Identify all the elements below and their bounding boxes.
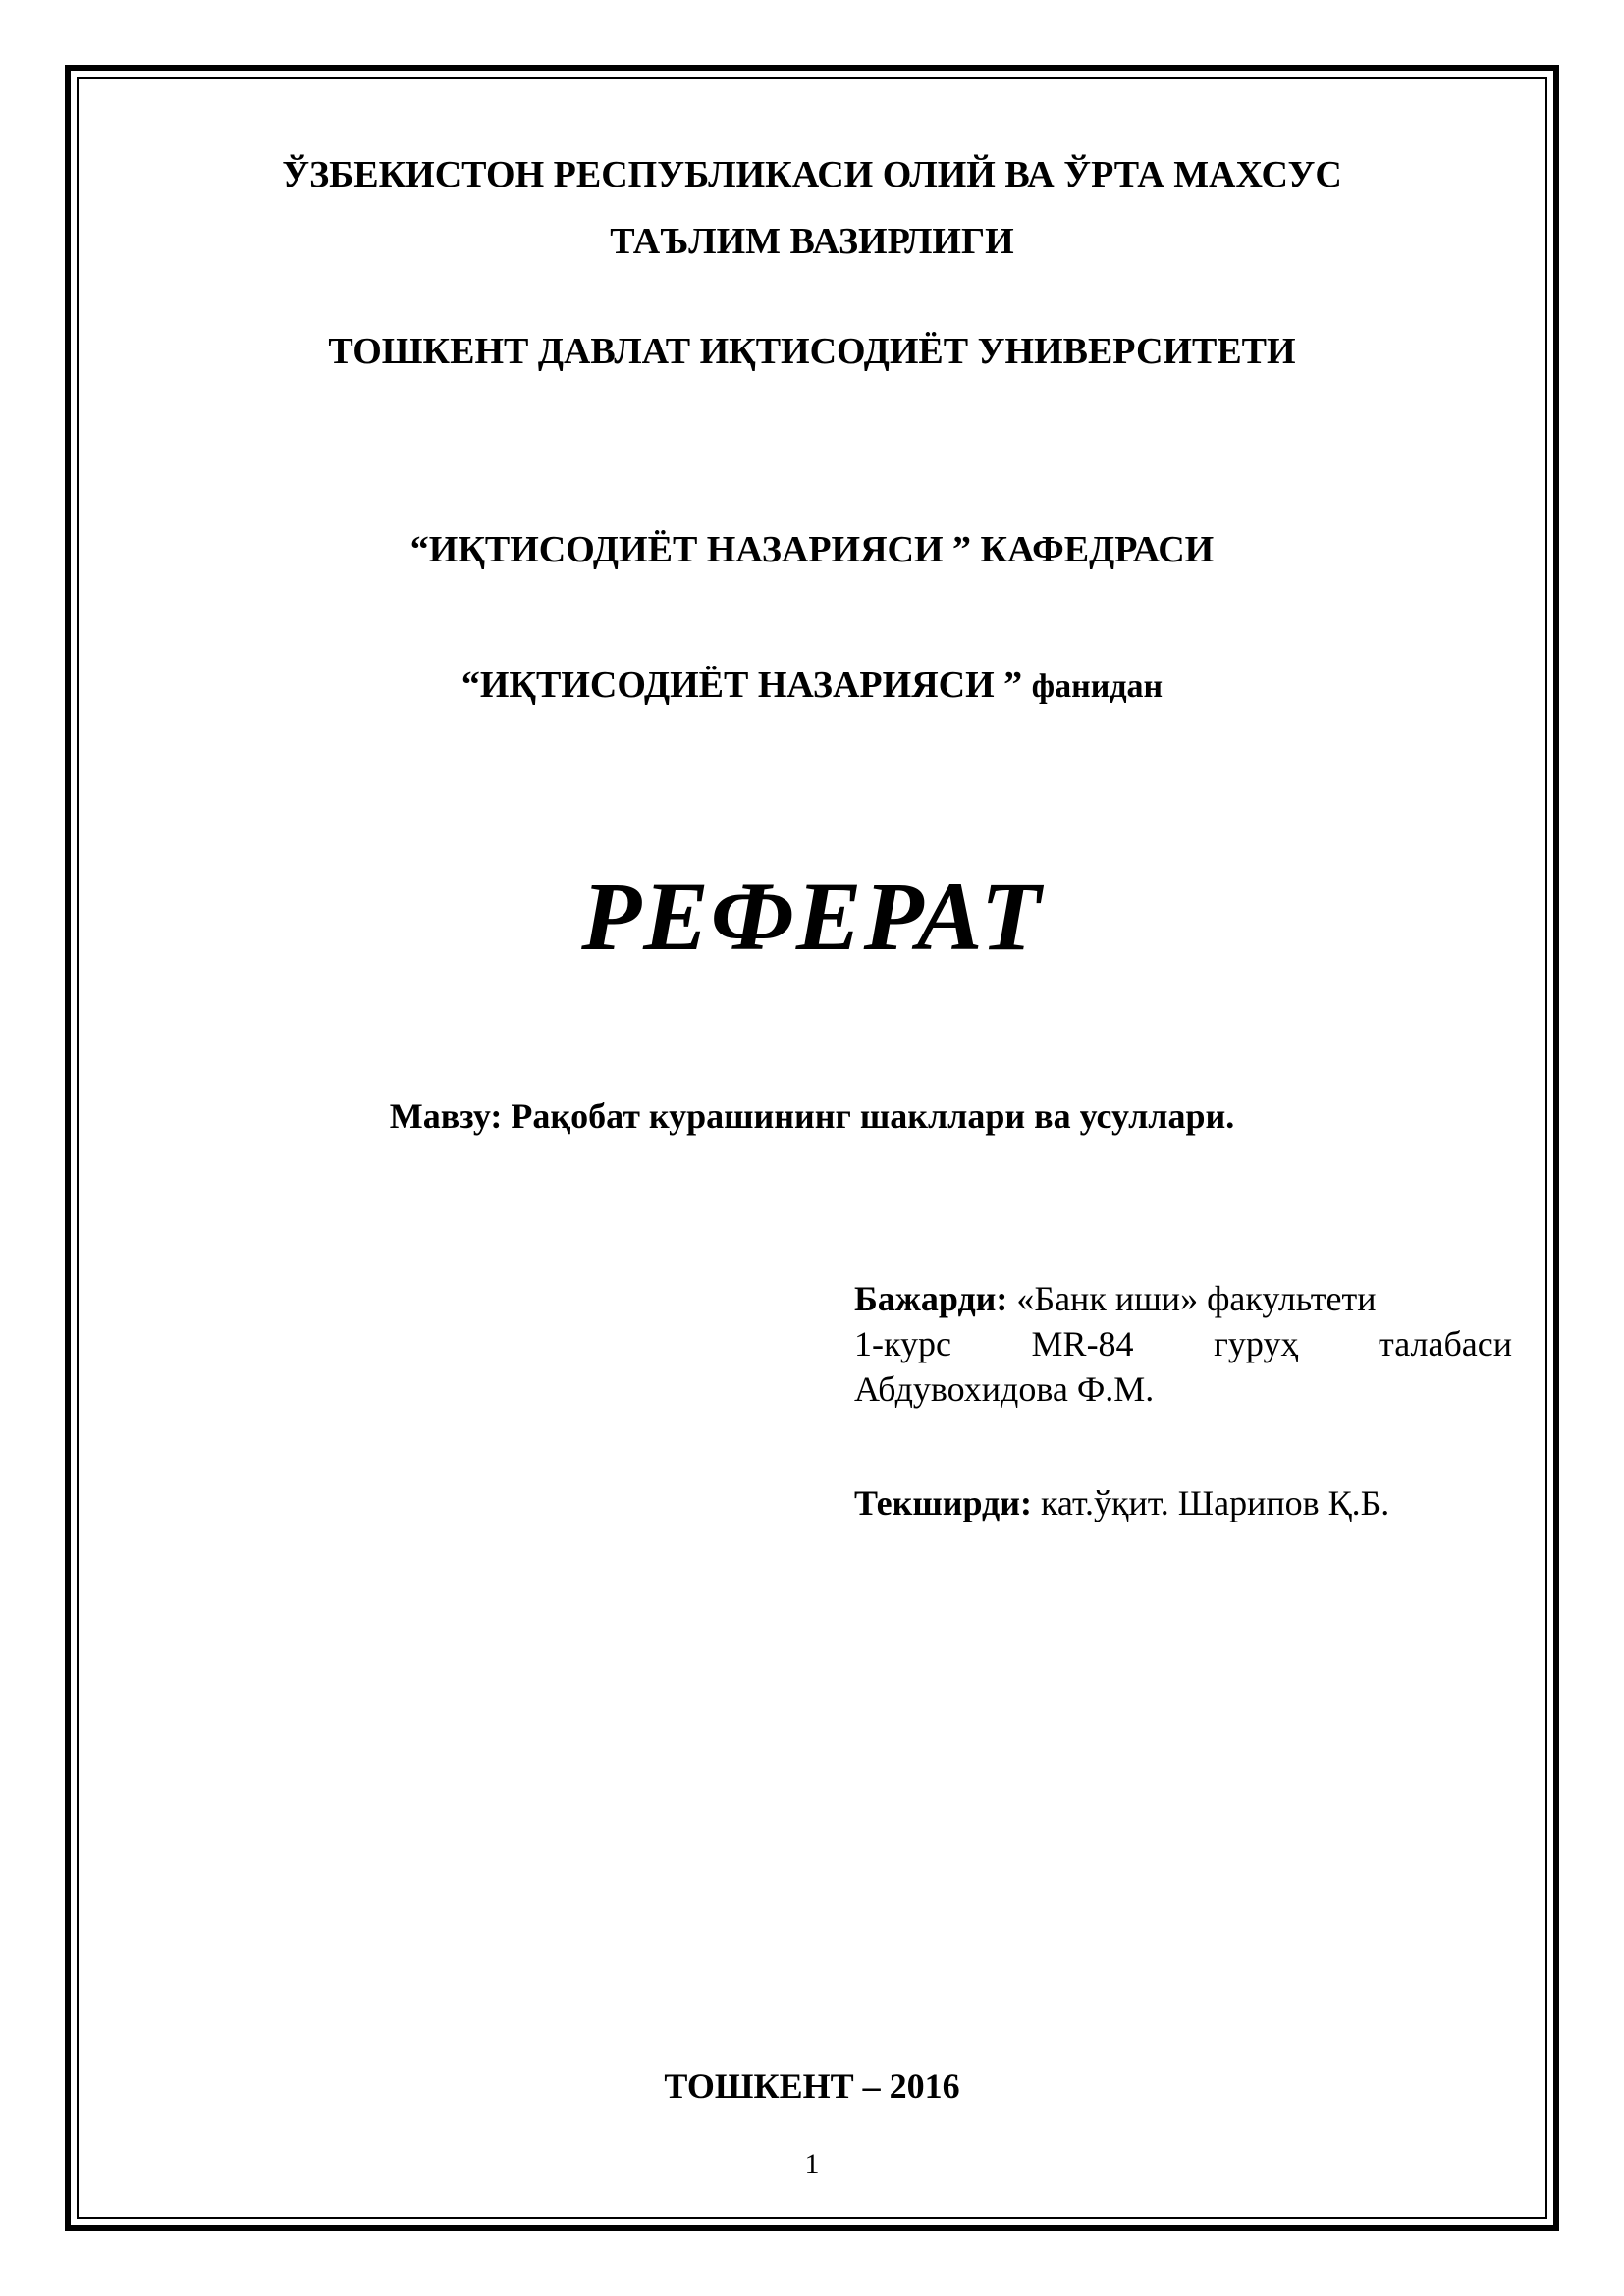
- student-name: Абдувохидова Ф.М.: [854, 1369, 1155, 1409]
- city-year: ТОШКЕНТ – 2016: [664, 2066, 960, 2106]
- performed-label: Бажарди:: [854, 1279, 1008, 1318]
- student-word: талабаси: [1379, 1324, 1512, 1363]
- document-title: РЕФЕРАТ: [581, 862, 1043, 971]
- performed-by-block: [854, 1276, 1512, 1412]
- ministry-line-2: ТАЪЛИМ ВАЗИРЛИГИ: [610, 221, 1014, 262]
- teacher-name: кат.ўқит. Шарипов Қ.Б.: [1040, 1483, 1390, 1522]
- ministry-line-1: ЎЗБЕКИСТОН РЕСПУБЛИКАСИ ОЛИЙ ВА ЎРТА МАХСУС: [282, 154, 1342, 195]
- group-code: MR-84: [1031, 1324, 1134, 1363]
- faculty-name: «Банк иши» факультети: [1016, 1279, 1377, 1318]
- subject-suffix: фанидан: [1031, 668, 1164, 705]
- group-word: гуруҳ: [1214, 1324, 1299, 1363]
- checked-label: Текширди:: [854, 1483, 1032, 1522]
- checked-by-block: [854, 1480, 1512, 1525]
- performed-faculty-line: [854, 1276, 1512, 1321]
- topic-line: Мавзу: Рақобат курашининг шакллари ва усуллари.: [389, 1096, 1235, 1136]
- university-name: ТОШКЕНТ ДАВЛАТ ИҚТИСОДИЁТ УНИВЕРСИТЕТИ: [328, 331, 1296, 372]
- group-line: [854, 1321, 1512, 1366]
- page-border-inner: [77, 77, 1547, 2219]
- page-number: 1: [804, 2148, 820, 2180]
- subject-line: [79, 664, 1545, 707]
- subject-name: “ИҚТИСОДИЁТ НАЗАРИЯСИ ”: [460, 665, 1023, 706]
- course: 1-курс: [854, 1324, 951, 1363]
- department-name: “ИҚТИСОДИЁТ НАЗАРИЯСИ ” КАФЕДРАСИ: [409, 529, 1215, 570]
